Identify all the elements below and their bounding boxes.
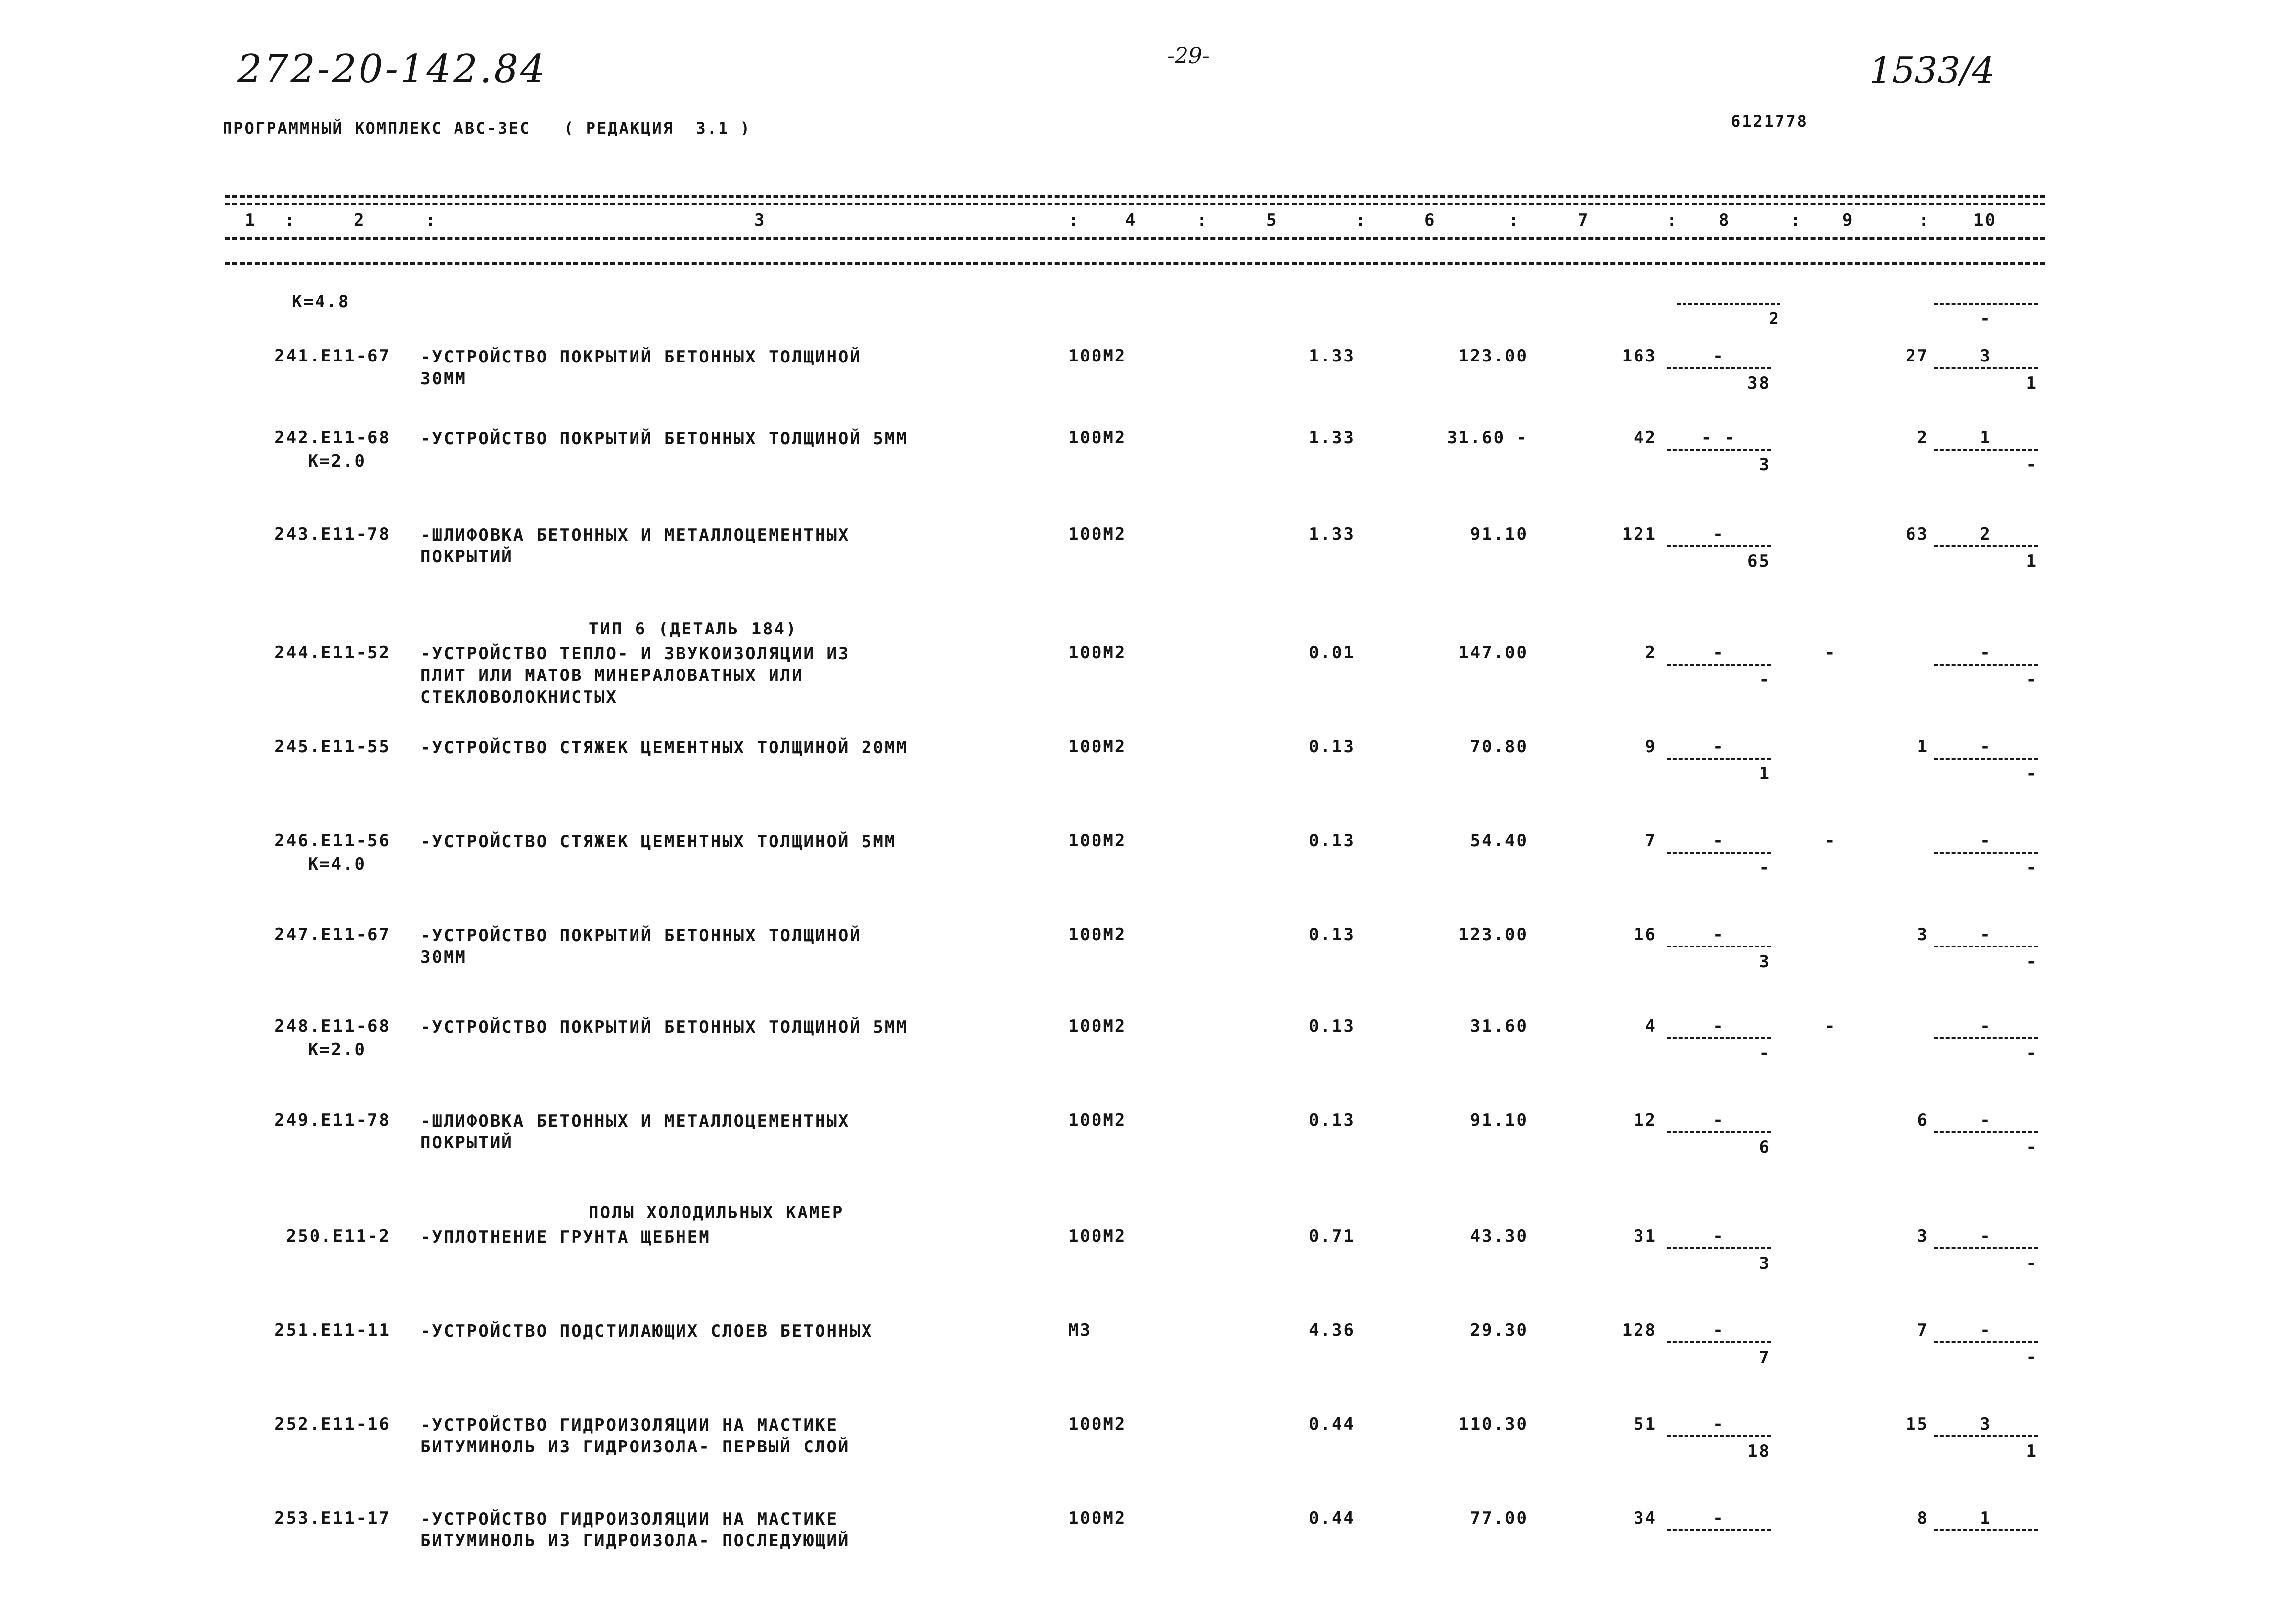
- row-work-name: -УПЛОТНЕНИЕ ГРУНТА ЩЕБНЕМ: [420, 1227, 711, 1247]
- row-fraction-8-bottom: -: [1759, 1043, 1771, 1063]
- row-quantity: 0.13: [1309, 737, 1355, 757]
- row-unit: 100М2: [1068, 1110, 1127, 1130]
- row-work-name: -УСТРОЙСТВО ГИДРОИЗОЛЯЦИИ НА МАСТИКЕ БИТУМИНОЛЬ ИЗ ГИДРОИЗОЛА- ПЕРВЫЙ СЛОЙ: [420, 1415, 850, 1457]
- section-heading: ПОЛЫ ХОЛОДИЛЬНЫХ КАМЕР: [589, 1203, 844, 1222]
- row-code: 253.Е11-17: [274, 1508, 391, 1528]
- row-total: 42: [1634, 428, 1657, 448]
- row-fraction-8: [1662, 643, 1776, 702]
- row-fraction-10: [1929, 643, 2043, 702]
- row-work-name: -УСТРОЙСТВО ПОКРЫТИЙ БЕТОННЫХ ТОЛЩИНОЙ 30ММ: [420, 926, 862, 967]
- fraction-line: [1934, 1435, 2038, 1437]
- row-unit-price: 91.10: [1470, 524, 1528, 544]
- row-fraction-10: [1929, 428, 2043, 487]
- row-unit-price: 110.30: [1458, 1414, 1528, 1434]
- col-sep: :: [284, 210, 296, 230]
- row-fraction-8: [1662, 346, 1776, 406]
- row-total: 7: [1645, 831, 1657, 851]
- col-header-8: 8: [1719, 210, 1731, 230]
- row-quantity: 0.13: [1309, 831, 1355, 851]
- header-rule-bottom: [225, 237, 2045, 240]
- row-fraction-8-top: -: [1713, 1226, 1725, 1246]
- row-fraction-10-bottom: -: [2026, 764, 2038, 784]
- row-total: 12: [1634, 1110, 1657, 1130]
- table-row: [0, 1203, 2278, 1315]
- row-work-name: -УСТРОЙСТВО СТЯЖЕК ЦЕМЕНТНЫХ ТОЛЩИНОЙ 20ММ: [420, 738, 908, 758]
- row-code: 241.Е11-67: [274, 346, 391, 366]
- section-heading: ТИП 6 (ДЕТАЛЬ 184): [589, 619, 798, 639]
- row-unit: 100М2: [1068, 1016, 1127, 1036]
- fraction-line: [1667, 449, 1771, 451]
- fraction-line: [1934, 367, 2038, 369]
- row-quantity: 0.13: [1309, 1110, 1355, 1130]
- row-fraction-8-bottom: 65: [1747, 551, 1771, 571]
- row-unit: 100М2: [1068, 1414, 1127, 1434]
- row-unit-price: 31.60: [1470, 1016, 1528, 1036]
- col-header-9: 9: [1842, 210, 1854, 230]
- row-dot: -: [1825, 1016, 1837, 1036]
- row-quantity: 0.13: [1309, 1016, 1355, 1036]
- fraction-line: [1934, 545, 2038, 547]
- table-row: [0, 737, 2278, 826]
- row-code: 252.Е11-16: [274, 1414, 391, 1434]
- row-work-name: -УСТРОЙСТВО ТЕПЛО- И ЗВУКОИЗОЛЯЦИИ ИЗ ПЛИТ ИЛИ МАТОВ МИНЕРАЛОВАТНЫХ ИЛИ СТЕКЛОВОЛОКНИСТЫХ: [420, 644, 850, 707]
- continuation-fraction-8: 2: [1672, 282, 1785, 341]
- table-row: [0, 346, 2278, 435]
- row-col9: 6: [1917, 1110, 1929, 1130]
- fraction-line: [1934, 852, 2038, 854]
- row-fraction-10: [1929, 1226, 2043, 1286]
- row-dot: -: [1825, 831, 1837, 851]
- row-fraction-8-bottom: 7: [1759, 1348, 1771, 1367]
- row-quantity: 1.33: [1309, 428, 1355, 448]
- row-fraction-8-top: -: [1713, 524, 1725, 544]
- row-fraction-10-top: 3: [1980, 1414, 1992, 1434]
- row-quantity: 1.33: [1309, 346, 1355, 366]
- row-fraction-8: [1662, 925, 1776, 984]
- row-fraction-8: [1662, 831, 1776, 890]
- column-headers: [0, 210, 2278, 235]
- row-work-name: -УСТРОЙСТВО ПОКРЫТИЙ БЕТОННЫХ ТОЛЩИНОЙ 30ММ: [420, 347, 862, 389]
- col-sep: :: [1508, 210, 1520, 230]
- header-rule-top-2: [225, 203, 2045, 205]
- row-unit-price: 43.30: [1470, 1226, 1528, 1246]
- row-total: 121: [1622, 524, 1657, 544]
- fraction-line: [1934, 449, 2038, 451]
- row-coefficient: К=2.0: [308, 1040, 366, 1060]
- col-sep: :: [1667, 210, 1679, 230]
- row-fraction-8-top: -: [1713, 1414, 1725, 1434]
- row-fraction-10-bottom: -: [2026, 670, 2038, 690]
- row-total: 31: [1634, 1226, 1657, 1246]
- row-fraction-8-top: -: [1713, 831, 1725, 851]
- row-fraction-10-top: -: [1980, 1320, 1992, 1340]
- row-code: 247.Е11-67: [274, 925, 391, 945]
- col-header-6: 6: [1424, 210, 1436, 230]
- row-col9: 2: [1917, 428, 1929, 448]
- row-fraction-8-bottom: 38: [1747, 373, 1771, 393]
- continuation-note: [0, 282, 2278, 341]
- row-unit-price: 77.00: [1470, 1508, 1528, 1528]
- row-fraction-10-top: 1: [1980, 428, 1992, 448]
- continuation-fraction-10: -: [1929, 282, 2043, 341]
- fraction-line: [1934, 1529, 2038, 1531]
- header-rule-bottom-2: [225, 262, 2045, 265]
- col-sep: :: [1919, 210, 1931, 230]
- table-row: [0, 1110, 2278, 1199]
- row-unit: 100М2: [1068, 925, 1127, 945]
- row-fraction-10-bottom: 1: [2026, 373, 2038, 393]
- row-fraction-8-bottom: -: [1759, 670, 1771, 690]
- col-header-7: 7: [1578, 210, 1590, 230]
- fraction-line: [1667, 545, 1771, 547]
- row-unit: 100М2: [1068, 643, 1127, 663]
- table-row: [0, 1320, 2278, 1409]
- row-fraction-10: [1929, 1414, 2043, 1474]
- row-col9: 63: [1906, 524, 1929, 544]
- row-code: 243.Е11-78: [274, 524, 391, 544]
- fraction-line: [1934, 1131, 2038, 1133]
- row-unit-price: 147.00: [1458, 643, 1528, 663]
- row-fraction-8-bottom: 6: [1759, 1137, 1771, 1157]
- fraction-line: [1667, 758, 1771, 760]
- fraction-line: [1667, 1247, 1771, 1249]
- col-header-3: 3: [754, 210, 766, 230]
- table-row: [0, 1508, 2278, 1597]
- row-fraction-10: [1929, 831, 2043, 890]
- col-header-10: 10: [1973, 210, 1997, 230]
- row-fraction-10-bottom: -: [2026, 1043, 2038, 1063]
- sheet-reference: 1533/4: [1869, 49, 1995, 91]
- row-work-name: -УСТРОЙСТВО СТЯЖЕК ЦЕМЕНТНЫХ ТОЛЩИНОЙ 5ММ: [420, 832, 897, 852]
- fraction-line: [1667, 1435, 1771, 1437]
- fraction-line: [1934, 1341, 2038, 1343]
- row-unit-price: 29.30: [1470, 1320, 1528, 1340]
- row-quantity: 4.36: [1309, 1320, 1355, 1340]
- row-work-name: -УСТРОЙСТВО ПОКРЫТИЙ БЕТОННЫХ ТОЛЩИНОЙ 5ММ: [420, 1017, 908, 1037]
- row-fraction-10: [1929, 737, 2043, 796]
- fraction-line: [1667, 1341, 1771, 1343]
- row-fraction-8-top: -: [1713, 346, 1725, 366]
- row-work-name: -ШЛИФОВКА БЕТОННЫХ И МЕТАЛЛОЦЕМЕНТНЫХ ПОКРЫТИЙ: [420, 1111, 850, 1153]
- row-code: 245.Е11-55: [274, 737, 391, 757]
- row-unit-price: 91.10: [1470, 1110, 1528, 1130]
- row-fraction-10-top: 2: [1980, 524, 1992, 544]
- row-total: 9: [1645, 737, 1657, 757]
- row-fraction-10: [1929, 1320, 2043, 1380]
- fraction-line: [1934, 758, 2038, 760]
- row-fraction-10-top: -: [1980, 643, 1992, 663]
- col-header-1: 1: [245, 210, 257, 230]
- table-row: [0, 524, 2278, 613]
- row-fraction-10-bottom: 1: [2026, 551, 2038, 571]
- col-header-5: 5: [1266, 210, 1278, 230]
- table-row: [0, 831, 2278, 920]
- row-dot: -: [1825, 643, 1837, 663]
- row-quantity: 0.13: [1309, 925, 1355, 945]
- row-quantity: 0.44: [1309, 1508, 1355, 1528]
- row-fraction-8: [1662, 1320, 1776, 1380]
- table-row: [0, 925, 2278, 1014]
- row-code: 250.Е11-2: [286, 1226, 391, 1246]
- row-unit: 100М2: [1068, 428, 1127, 448]
- fraction-line: [1667, 946, 1771, 947]
- row-fraction-8-top: -: [1713, 643, 1725, 663]
- row-fraction-10-top: 1: [1980, 1508, 1992, 1528]
- row-col9: 3: [1917, 1226, 1929, 1246]
- row-fraction-8-bottom: 3: [1759, 455, 1771, 475]
- row-fraction-8-bottom: 1: [1759, 764, 1771, 784]
- col-sep: :: [1197, 210, 1209, 230]
- row-quantity: 0.44: [1309, 1414, 1355, 1434]
- row-fraction-8: [1662, 1414, 1776, 1474]
- row-fraction-8: [1662, 1016, 1776, 1076]
- row-fraction-10-bottom: -: [2026, 1254, 2038, 1273]
- fraction-line: [1934, 664, 2038, 666]
- row-fraction-10-bottom: -: [2026, 1137, 2038, 1157]
- row-code: 242.Е11-68: [274, 428, 391, 448]
- row-fraction-8-bottom: 3: [1759, 1254, 1771, 1273]
- fraction-line: [1667, 1529, 1771, 1531]
- col-header-4: 4: [1125, 210, 1137, 230]
- col-sep: :: [1790, 210, 1802, 230]
- row-unit-price: 31.60 -: [1447, 428, 1528, 448]
- row-coefficient: К=4.0: [308, 855, 366, 874]
- fraction-line: [1667, 367, 1771, 369]
- row-unit-price: 123.00: [1458, 925, 1528, 945]
- row-fraction-8-top: - -: [1701, 428, 1736, 448]
- row-fraction-8: [1662, 524, 1776, 584]
- row-col9: 3: [1917, 925, 1929, 945]
- row-fraction-10: [1929, 1110, 2043, 1170]
- row-fraction-8-top: -: [1713, 1016, 1725, 1036]
- col-sep: :: [425, 210, 437, 230]
- row-col9: 7: [1917, 1320, 1929, 1340]
- row-fraction-10-top: -: [1980, 737, 1992, 757]
- row-quantity: 1.33: [1309, 524, 1355, 544]
- row-fraction-10-bottom: -: [2026, 455, 2038, 475]
- row-total: 16: [1634, 925, 1657, 945]
- fraction-line: [1667, 664, 1771, 666]
- row-fraction-8-top: -: [1713, 1320, 1725, 1340]
- row-total: 128: [1622, 1320, 1657, 1340]
- row-fraction-10: [1929, 346, 2043, 406]
- col-header-2: 2: [354, 210, 365, 230]
- row-fraction-8-bottom: 3: [1759, 952, 1771, 972]
- row-fraction-10: [1929, 1016, 2043, 1076]
- row-quantity: 0.01: [1309, 643, 1355, 663]
- row-col9: 8: [1917, 1508, 1929, 1528]
- row-fraction-8: [1662, 737, 1776, 796]
- row-total: 51: [1634, 1414, 1657, 1434]
- col-sep: :: [1068, 210, 1080, 230]
- fraction-line: [1667, 1037, 1771, 1039]
- table-row: [0, 619, 2278, 732]
- row-total: 4: [1645, 1016, 1657, 1036]
- program-code: 6121778: [1731, 112, 1808, 131]
- row-code: 248.Е11-68: [274, 1016, 391, 1036]
- row-fraction-10-top: 3: [1980, 346, 1992, 366]
- row-fraction-8-top: -: [1713, 1508, 1725, 1528]
- row-work-name: -ШЛИФОВКА БЕТОННЫХ И МЕТАЛЛОЦЕМЕНТНЫХ ПОКРЫТИЙ: [420, 525, 850, 567]
- row-fraction-8: [1662, 1110, 1776, 1170]
- row-fraction-8-bottom: 18: [1747, 1442, 1771, 1461]
- row-fraction-10-top: -: [1980, 1226, 1992, 1246]
- row-quantity: 0.71: [1309, 1226, 1355, 1246]
- row-unit: М3: [1068, 1320, 1092, 1340]
- row-fraction-8-top: -: [1713, 1110, 1725, 1130]
- fraction-line: [1667, 852, 1771, 854]
- fraction-line: [1667, 1131, 1771, 1133]
- row-col9: 27: [1906, 346, 1929, 366]
- fraction-line: [1934, 946, 2038, 947]
- row-unit-price: 70.80: [1470, 737, 1528, 757]
- row-fraction-10-top: -: [1980, 1110, 1992, 1130]
- continuation-coefficient: К=4.8: [292, 292, 350, 312]
- table-row: [0, 1414, 2278, 1503]
- row-fraction-10-top: -: [1980, 1016, 1992, 1036]
- row-total: 34: [1634, 1508, 1657, 1528]
- page-number: -29-: [1167, 44, 1210, 69]
- row-fraction-8: [1662, 428, 1776, 487]
- row-fraction-10-top: -: [1980, 831, 1992, 851]
- row-col9: 15: [1906, 1414, 1929, 1434]
- row-col9: 1: [1917, 737, 1929, 757]
- row-work-name: -УСТРОЙСТВО ПОДСТИЛАЮЩИХ СЛОЕВ БЕТОННЫХ: [420, 1321, 873, 1341]
- row-fraction-10: [1929, 925, 2043, 984]
- row-unit: 100М2: [1068, 524, 1127, 544]
- row-fraction-10-bottom: -: [2026, 952, 2038, 972]
- row-fraction-10: [1929, 1508, 2043, 1568]
- row-fraction-10-bottom: 1: [2026, 1442, 2038, 1461]
- program-line: ПРОГРАММНЫЙ КОМПЛЕКС АВС-3ЕС ( РЕДАКЦИЯ 3.1 ): [223, 119, 751, 137]
- row-total: 163: [1622, 346, 1657, 366]
- row-unit-price: 54.40: [1470, 831, 1528, 851]
- table-row: [0, 428, 2278, 517]
- header-rule-top: [225, 195, 2045, 198]
- table-row: [0, 1016, 2278, 1105]
- row-fraction-10-top: -: [1980, 925, 1992, 945]
- row-fraction-8-top: -: [1713, 737, 1725, 757]
- row-fraction-10: [1929, 524, 2043, 584]
- row-unit-price: 123.00: [1458, 346, 1528, 366]
- row-code: 244.Е11-52: [274, 643, 391, 663]
- row-total: 2: [1645, 643, 1657, 663]
- row-unit: 100М2: [1068, 737, 1127, 757]
- row-code: 246.Е11-56: [274, 831, 391, 851]
- row-unit: 100М2: [1068, 1508, 1127, 1528]
- row-code: 249.Е11-78: [274, 1110, 391, 1130]
- col-sep: :: [1355, 210, 1367, 230]
- row-unit: 100М2: [1068, 831, 1127, 851]
- row-work-name: -УСТРОЙСТВО ПОКРЫТИЙ БЕТОННЫХ ТОЛЩИНОЙ 5ММ: [420, 429, 908, 449]
- row-fraction-8-bottom: -: [1759, 858, 1771, 878]
- fraction-line: [1934, 1037, 2038, 1039]
- document-number: 272-20-142.84: [237, 47, 547, 91]
- row-fraction-8: [1662, 1508, 1776, 1568]
- fraction-line: [1934, 1247, 2038, 1249]
- row-coefficient: К=2.0: [308, 451, 366, 471]
- row-fraction-10-bottom: -: [2026, 1348, 2038, 1367]
- row-fraction-10-bottom: -: [2026, 858, 2038, 878]
- row-code: 251.Е11-11: [274, 1320, 391, 1340]
- row-unit: 100М2: [1068, 346, 1127, 366]
- row-fraction-8: [1662, 1226, 1776, 1286]
- row-unit: 100М2: [1068, 1226, 1127, 1246]
- row-work-name: -УСТРОЙСТВО ГИДРОИЗОЛЯЦИИ НА МАСТИКЕ БИТУМИНОЛЬ ИЗ ГИДРОИЗОЛА- ПОСЛЕДУЮЩИЙ: [420, 1509, 850, 1551]
- row-fraction-8-top: -: [1713, 925, 1725, 945]
